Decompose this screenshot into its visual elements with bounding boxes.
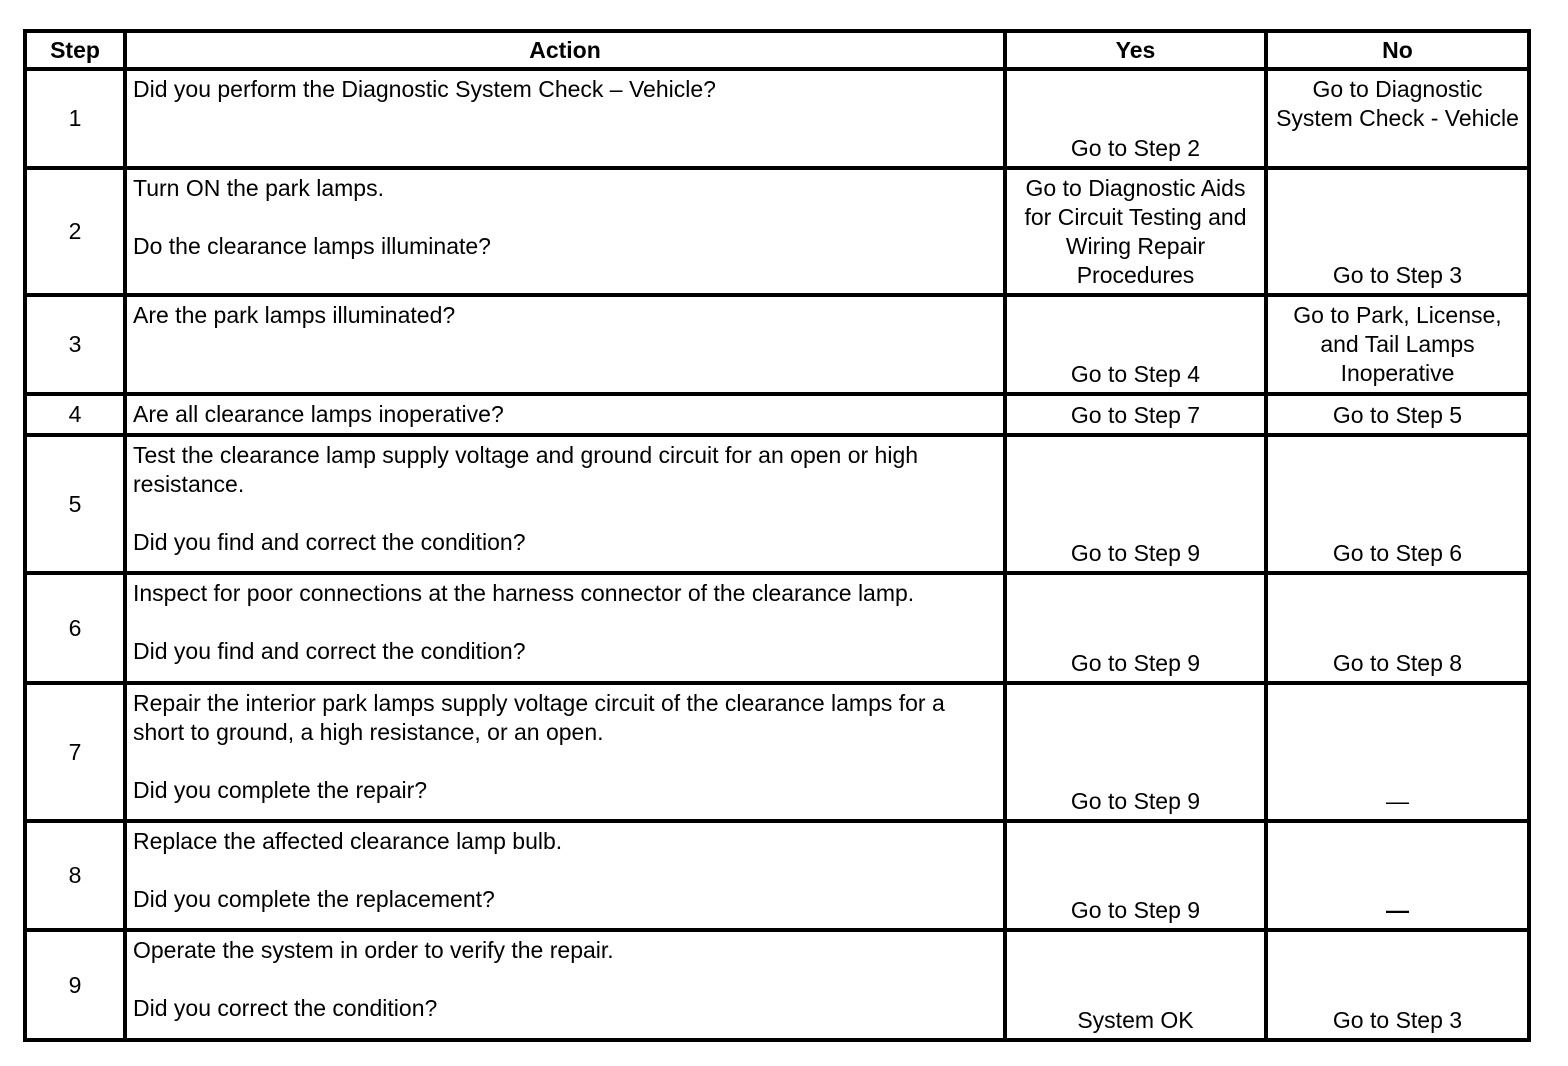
table-row: [25, 69, 1529, 168]
table-row: [25, 683, 1529, 821]
header-yes: Yes: [1005, 31, 1266, 69]
action-cell: [125, 394, 1005, 435]
action-text: Inspect for poor connections at the harness connector of the clearance lamp.: [133, 580, 915, 606]
yes-cell: Go to Step 2: [1005, 69, 1266, 168]
no-cell: —: [1266, 821, 1529, 930]
action-text: Test the clearance lamp supply voltage and ground circuit for an open or high resistance.: [133, 442, 919, 497]
action-text: Are all clearance lamps inoperative?: [133, 401, 504, 427]
diagnostic-table: [23, 29, 1531, 1042]
step-number: 9: [25, 930, 125, 1040]
action-question: Do the clearance lamps illuminate?: [133, 233, 491, 259]
header-step: Step: [25, 31, 125, 69]
action-cell: [125, 168, 1005, 295]
step-number: 7: [25, 683, 125, 821]
table-row: [25, 435, 1529, 573]
no-cell: Go to Park, License, and Tail Lamps Inoperative: [1266, 295, 1529, 394]
action-text: Did you perform the Diagnostic System Check – Vehicle?: [133, 76, 716, 102]
action-cell: [125, 573, 1005, 683]
step-number: 4: [25, 394, 125, 435]
yes-cell: Go to Step 4: [1005, 295, 1266, 394]
no-cell: Go to Step 5: [1266, 394, 1529, 435]
yes-cell: System OK: [1005, 930, 1266, 1040]
action-text: Operate the system in order to verify the repair.: [133, 937, 614, 963]
no-cell: Go to Diagnostic System Check - Vehicle: [1266, 69, 1529, 168]
step-number: 1: [25, 69, 125, 168]
no-cell: Go to Step 6: [1266, 435, 1529, 573]
action-text: Are the park lamps illuminated?: [133, 302, 456, 328]
no-cell: Go to Step 3: [1266, 930, 1529, 1040]
action-cell: [125, 295, 1005, 394]
step-number: 6: [25, 573, 125, 683]
action-question: Did you complete the repair?: [133, 777, 428, 803]
no-cell: Go to Step 3: [1266, 168, 1529, 295]
yes-cell: Go to Diagnostic Aids for Circuit Testing and Wiring Repair Procedures: [1005, 168, 1266, 295]
table-row: [25, 168, 1529, 295]
yes-cell: Go to Step 9: [1005, 435, 1266, 573]
action-cell: [125, 435, 1005, 573]
no-cell: Go to Step 8: [1266, 573, 1529, 683]
step-number: 5: [25, 435, 125, 573]
yes-cell: Go to Step 9: [1005, 683, 1266, 821]
action-cell: [125, 69, 1005, 168]
action-question: Did you find and correct the condition?: [133, 638, 526, 664]
header-row: [25, 31, 1529, 69]
yes-cell: Go to Step 7: [1005, 394, 1266, 435]
step-number: 8: [25, 821, 125, 930]
yes-cell: Go to Step 9: [1005, 821, 1266, 930]
table-row: [25, 295, 1529, 394]
no-cell: —: [1266, 683, 1529, 821]
action-cell: [125, 683, 1005, 821]
table-row: [25, 573, 1529, 683]
header-no: No: [1266, 31, 1529, 69]
action-text: Replace the affected clearance lamp bulb.: [133, 828, 563, 854]
action-question: Did you find and correct the condition?: [133, 529, 526, 555]
table-row: [25, 394, 1529, 435]
table-row: [25, 930, 1529, 1040]
action-question: Did you complete the replacement?: [133, 886, 495, 912]
action-question: Did you correct the condition?: [133, 995, 438, 1021]
action-text: Repair the interior park lamps supply voltage circuit of the clearance lamps for a short to ground, a high resistance, or an open.: [133, 690, 945, 745]
table-row: [25, 821, 1529, 930]
step-number: 3: [25, 295, 125, 394]
header-action: Action: [125, 31, 1005, 69]
action-cell: [125, 930, 1005, 1040]
step-number: 2: [25, 168, 125, 295]
action-text: Turn ON the park lamps.: [133, 175, 384, 201]
action-cell: [125, 821, 1005, 930]
yes-cell: Go to Step 9: [1005, 573, 1266, 683]
